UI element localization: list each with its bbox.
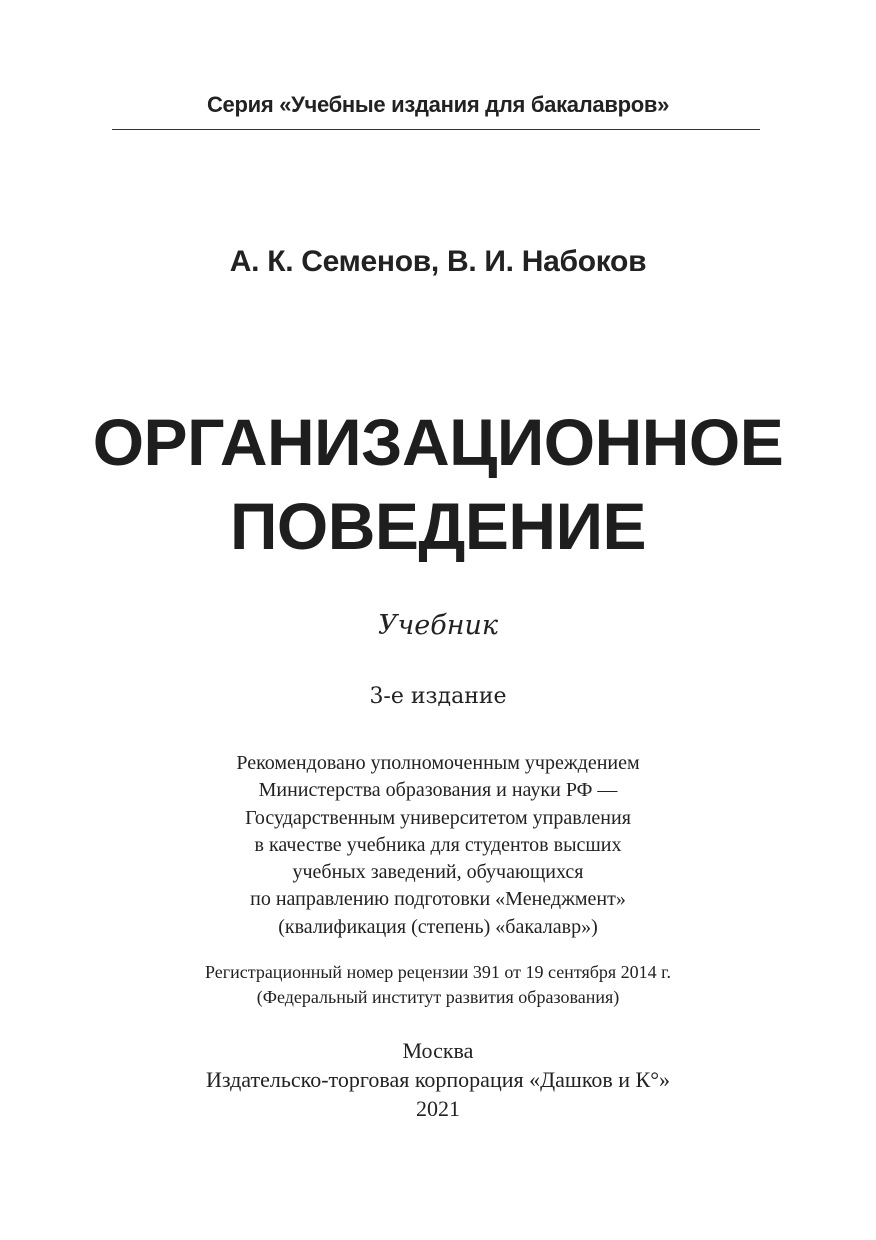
recommendation-line: в качестве учебника для студентов высших bbox=[254, 833, 622, 856]
edition: 3-е издание bbox=[369, 684, 507, 709]
recommendation-line: учебных заведений, обучающихся bbox=[292, 861, 584, 884]
imprint-city: Москва bbox=[402, 1038, 474, 1063]
series-heading: Серия «Учебные издания для бакалавров» bbox=[206, 92, 670, 117]
registration-line: (Федеральный институт развития образования) bbox=[256, 987, 620, 1007]
recommendation-text bbox=[0, 750, 876, 941]
authors: А. К. Семенов, В. И. Набоков bbox=[229, 245, 647, 278]
recommendation-line: по направлению подготовки «Менеджмент» bbox=[250, 888, 626, 911]
recommendation-line: Рекомендовано уполномоченным учреждением bbox=[236, 752, 640, 774]
book-title-line-1: ОРГАНИЗАЦИОННОЕ bbox=[92, 405, 784, 479]
series-divider bbox=[112, 129, 760, 130]
imprint-year: 2021 bbox=[416, 1096, 460, 1121]
imprint-publisher: Издательско-торговая корпорация «Дашков и К°» bbox=[205, 1067, 671, 1092]
book-genre: Учебник bbox=[377, 610, 499, 641]
recommendation-line: Министерства образования и науки РФ — bbox=[258, 779, 618, 802]
imprint bbox=[0, 1036, 876, 1123]
registration-line: Регистрационный номер рецензии 391 от 19 сентября 2014 г. bbox=[204, 962, 672, 982]
recommendation-line: Государственным университетом управления bbox=[245, 806, 631, 829]
recommendation-line: (квалификация (степень) «бакалавр») bbox=[278, 915, 598, 938]
book-title-line-2: ПОВЕДЕНИЕ bbox=[229, 489, 647, 563]
book-title bbox=[0, 400, 876, 568]
registration-info bbox=[0, 960, 876, 1010]
